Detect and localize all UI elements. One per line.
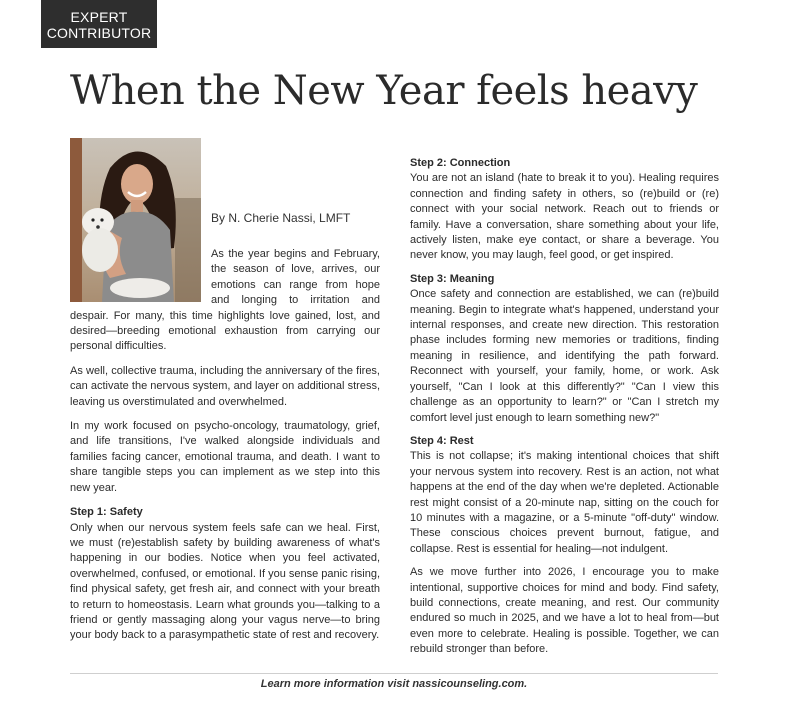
step-1-section	[70, 505, 380, 644]
step-2-title: Step 2: Connection	[410, 157, 511, 169]
badge-line-1: EXPERT	[70, 9, 128, 25]
step-1-body: Only when our nervous system feels safe can we heal. First, we must (re)establish safety by building awareness of what's happening in our bodies. Notice when you feel activated, overwhelmed, confused, or emotional. If you sense panic rising, find physical safety, get fresh air, and connect with your breath to return to homeostasis. Learn what grounds you—talking to a friend or gently massaging along your vagus nerve—to bring your body back to a parasympathetic state of rest and recovery.	[70, 521, 380, 642]
article-headline: When the New Year feels heavy	[70, 68, 698, 114]
step-4-title: Step 4: Rest	[410, 434, 474, 447]
step-1-title: Step 1: Safety	[70, 506, 143, 519]
step-3-section	[410, 272, 719, 426]
step-2-section	[410, 156, 719, 264]
footer-divider	[70, 673, 718, 674]
expert-contributor-badge	[41, 0, 157, 48]
intro-paragraph-1: As the year begins and February, the season of love, arrives, our emotions can range from hope and longing to irritation and despair. For many, this time highlights love gained, lost, and desired—breeding emotional exhaustion from carrying our personal difficulties.	[70, 248, 380, 353]
closing-paragraph: As we move further into 2026, I encourage you to make intentional, supportive choices for mind and body. Find safety, build connections, create meaning, and rest. Our community endured so much in 2025, and we have a lot to heal from—but even more to celebrate. Healing is possible. Together, we can rebuild stronger than before.	[410, 566, 719, 656]
badge-line-2: CONTRIBUTOR	[46, 25, 152, 41]
footer-website-note: Learn more information visit nassicounseling.com.	[260, 678, 528, 690]
step-4-body: This is not collapse; it's making intentional choices that shift your nervous system into recovery. Rest is an action, not what happens at the end of the day when we're depleted. Actionable rest might consist of a 20-minute nap, sitting on the couch for 10 minutes with a magazine, or a 5-minute "off-duty" window. These conscious choices prevent burnout, fatigue, and collapse. Rest is essential for healing—not indulgent.	[410, 450, 719, 555]
step-2-body: You are not an island (hate to break it to you). Healing requires connection and finding safety in others, so (re)build or (re) connect with your social network. Reach out to friends or family. Have a conversation, share something about your life, actively listen, make eye contact, or share a beverage. You never know, you may laugh, feel good, or get inspired.	[410, 172, 719, 262]
left-column	[70, 137, 380, 652]
author-byline: By N. Cherie Nassi, LMFT	[211, 211, 351, 225]
intro-paragraph-2: As well, collective trauma, including the anniversary of the fires, can activate the nervous system, and layer on additional stress, leaving us overstimulated and overwhelmed.	[70, 364, 380, 408]
step-3-title: Step 3: Meaning	[410, 272, 495, 285]
intro-paragraph-3: In my work focused on psycho-oncology, traumatology, grief, and life transitions, I've walked alongside individuals and families facing cancer, emotional trauma, and death. I want to share tangible steps you can implement as we step into this new year.	[70, 420, 380, 494]
author-photo	[70, 138, 201, 302]
portrait-woman-with-white-dog-icon	[70, 138, 201, 302]
right-column	[410, 156, 719, 667]
step-4-section	[410, 434, 719, 557]
step-3-body: Once safety and connection are established, we can (re)build meaning. Begin to integrate what's happened, understand your internal responses, and create new direction. This restoration phase includes forming new memories or traditions, finding meaning in resilience, and identifying the path forward. Reconnect with yourself, your family, home, or work. Ask yourself, "Can I look at this differently?" "Can I view this challenge as an opportunity to learn?" or "Can I stretch my comfort level just enough to learn something new?"	[410, 288, 719, 424]
